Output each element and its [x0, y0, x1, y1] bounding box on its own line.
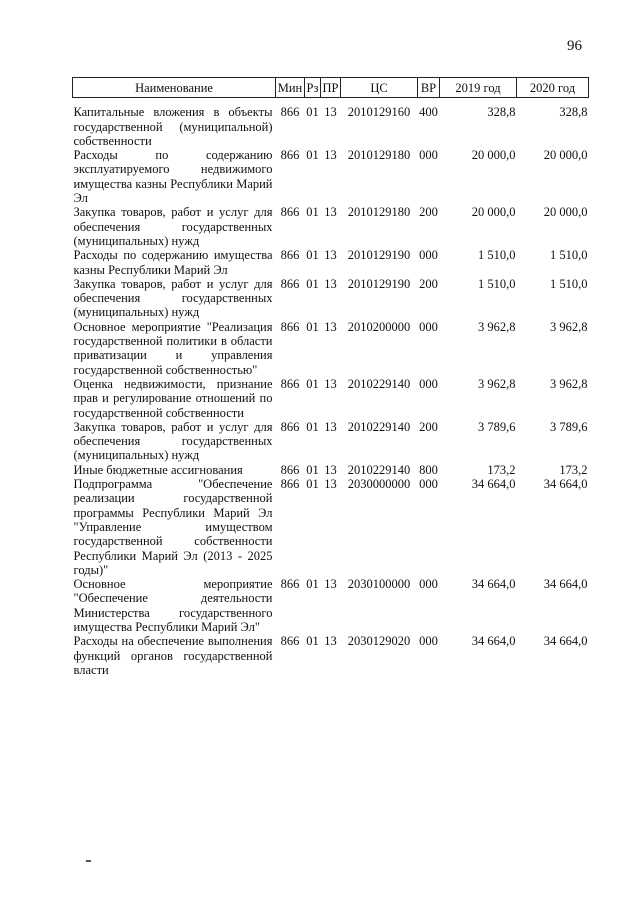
row-pr: 13: [324, 319, 337, 334]
row-vr: 000: [419, 376, 438, 391]
header-name: Наименование: [73, 78, 276, 98]
row-pr: 13: [324, 462, 337, 477]
table-row: [73, 463, 589, 477]
row-rz: 01: [306, 477, 319, 492]
row-2020: 20 000,0: [543, 205, 588, 220]
row-2019: 3 962,8: [478, 376, 516, 391]
row-rz: 01: [306, 376, 319, 391]
row-vr: 000: [419, 319, 438, 334]
row-min: 866: [280, 462, 300, 477]
row-name: Оценка недвижимости, признание прав и регулирование отношений по государственной собственности: [73, 376, 273, 420]
row-pr: 13: [324, 248, 337, 263]
row-name: Закупка товаров, работ и услуг для обеспечения государственных (муниципальных) нужд: [73, 205, 273, 248]
table-row: [73, 420, 589, 463]
row-min: 866: [280, 477, 300, 492]
row-vr: 800: [419, 462, 438, 477]
row-rz: 01: [306, 205, 319, 220]
row-cs: 2010129180: [347, 148, 411, 163]
table-header: [73, 78, 589, 98]
row-2019: 20 000,0: [471, 148, 516, 163]
row-2019: 328,8: [487, 105, 516, 120]
row-min: 866: [280, 248, 300, 263]
row-vr: 200: [419, 276, 438, 291]
row-2019: 20 000,0: [471, 205, 516, 220]
row-2020: 34 664,0: [543, 634, 588, 649]
row-vr: 400: [419, 105, 438, 120]
row-name: Подпрограмма "Обеспечение реализации государственной программы Республики Марий Эл "Управление имуществом государственной собственности Республики Марий Эл (2013 - 2025 годы)": [73, 477, 273, 577]
header-2020: 2020 год: [517, 78, 589, 98]
row-min: 866: [280, 419, 300, 434]
header-vr: ВР: [418, 78, 440, 98]
header-min: Мин: [276, 78, 305, 98]
page-number: 96: [567, 38, 582, 54]
row-cs: 2030129020: [347, 634, 411, 649]
row-2020: 3 962,8: [550, 376, 588, 391]
row-name: Закупка товаров, работ и услуг для обеспечения государственных (муниципальных) нужд: [73, 276, 273, 320]
row-vr: 000: [419, 477, 438, 492]
row-rz: 01: [306, 419, 319, 434]
row-pr: 13: [324, 376, 337, 391]
row-min: 866: [280, 276, 300, 291]
row-cs: 2010229140: [347, 419, 411, 434]
row-name: Иные бюджетные ассигнования: [73, 462, 243, 477]
table-row: [73, 277, 589, 320]
row-cs: 2030100000: [347, 577, 411, 592]
row-2019: 173,2: [487, 462, 516, 477]
row-2020: 34 664,0: [543, 477, 588, 492]
row-rz: 01: [306, 148, 319, 163]
row-2020: 3 962,8: [550, 319, 588, 334]
row-rz: 01: [306, 319, 319, 334]
row-pr: 13: [324, 419, 337, 434]
table-row: [73, 148, 589, 205]
row-min: 866: [280, 148, 300, 163]
row-pr: 13: [324, 276, 337, 291]
row-cs: 2010129190: [347, 276, 411, 291]
row-rz: 01: [306, 248, 319, 263]
row-vr: 200: [419, 419, 438, 434]
row-2020: 173,2: [559, 462, 588, 477]
row-name: Закупка товаров, работ и услуг для обеспечения государственных (муниципальных) нужд: [73, 419, 273, 463]
table-row: [73, 98, 589, 148]
row-rz: 01: [306, 276, 319, 291]
row-2020: 34 664,0: [543, 577, 588, 592]
table-row: [73, 577, 589, 634]
row-2019: 1 510,0: [478, 248, 516, 263]
row-cs: 2010200000: [347, 319, 411, 334]
scan-mark: [86, 860, 91, 862]
row-2019: 3 962,8: [478, 319, 516, 334]
row-2020: 1 510,0: [550, 276, 588, 291]
row-pr: 13: [324, 105, 337, 120]
table-row: [73, 205, 589, 248]
header-cs: ЦС: [341, 78, 418, 98]
header-2019: 2019 год: [440, 78, 517, 98]
row-2020: 3 789,6: [550, 419, 588, 434]
row-min: 866: [280, 577, 300, 592]
table-row: [73, 320, 589, 377]
row-min: 866: [280, 319, 300, 334]
row-min: 866: [280, 105, 300, 120]
row-pr: 13: [324, 577, 337, 592]
row-cs: 2010229140: [347, 462, 411, 477]
row-2020: 20 000,0: [543, 148, 588, 163]
row-rz: 01: [306, 577, 319, 592]
row-2019: 34 664,0: [471, 634, 516, 649]
table-row: [73, 634, 589, 677]
row-name: Капитальные вложения в объекты государственной (муниципальной) собственности: [73, 105, 273, 148]
row-2020: 1 510,0: [550, 248, 588, 263]
table-row: [73, 248, 589, 277]
row-vr: 200: [419, 205, 438, 220]
row-name: Расходы на обеспечение выполнения функций органов государственной власти: [73, 634, 273, 677]
row-cs: 2030000000: [347, 477, 411, 492]
row-pr: 13: [324, 205, 337, 220]
table-row: [73, 377, 589, 420]
row-2019: 34 664,0: [471, 577, 516, 592]
row-cs: 2010129190: [347, 248, 411, 263]
row-name: Основное мероприятие "Реализация государственной политики в области приватизации и управления государственной собственностью": [73, 319, 273, 377]
row-vr: 000: [419, 634, 438, 649]
row-2019: 3 789,6: [478, 419, 516, 434]
row-cs: 2010129180: [347, 205, 411, 220]
row-name: Основное мероприятие "Обеспечение деятельности Министерства государственного имущества Республики Марий Эл": [73, 577, 273, 634]
row-min: 866: [280, 376, 300, 391]
row-name: Расходы по содержанию эксплуатируемого недвижимого имущества казны Республики Марий Эл: [73, 148, 273, 206]
row-cs: 2010129160: [347, 105, 411, 120]
row-2020: 328,8: [559, 105, 588, 120]
row-vr: 000: [419, 577, 438, 592]
row-cs: 2010229140: [347, 376, 411, 391]
table-row: [73, 477, 589, 577]
header-rz: Рз: [305, 78, 321, 98]
row-vr: 000: [419, 148, 438, 163]
row-vr: 000: [419, 248, 438, 263]
row-pr: 13: [324, 634, 337, 649]
row-name: Расходы по содержанию имущества казны Республики Марий Эл: [73, 248, 273, 277]
header-pr: ПР: [321, 78, 341, 98]
row-2019: 34 664,0: [471, 477, 516, 492]
row-pr: 13: [324, 148, 337, 163]
row-rz: 01: [306, 634, 319, 649]
row-rz: 01: [306, 105, 319, 120]
row-pr: 13: [324, 477, 337, 492]
row-min: 866: [280, 634, 300, 649]
row-min: 866: [280, 205, 300, 220]
row-2019: 1 510,0: [478, 276, 516, 291]
budget-table: [72, 77, 589, 677]
row-rz: 01: [306, 462, 319, 477]
